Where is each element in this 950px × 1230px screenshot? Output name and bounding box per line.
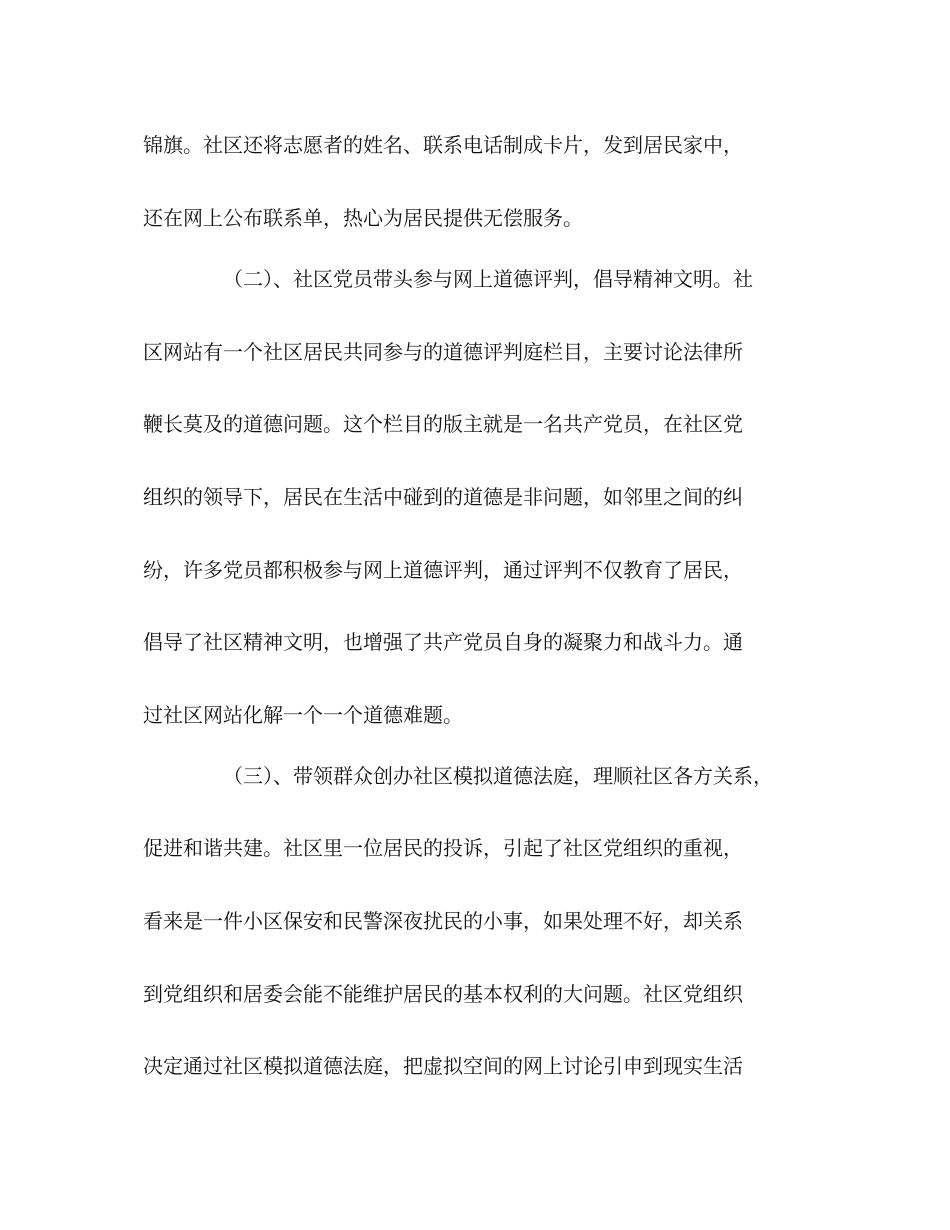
text-line: 锦旗。社区还将志愿者的姓名、联系电话制成卡片，发到居民家中， [143,133,743,157]
text-line: 还在网上公布联系单，热心为居民提供无偿服务。 [143,206,583,230]
section-heading-line: （三）、带领群众创办社区模拟道德法庭，理顺社区各方关系， [223,764,773,788]
section-heading-line: （二）、社区党员带头参与网上道德评判，倡导精神文明。社 [223,267,753,291]
text-line: 鞭长莫及的道德问题。这个栏目的版主就是一名共产党员，在社区党 [143,412,743,436]
text-line: 过社区网站化解一个一个道德难题。 [143,703,463,727]
text-line: 纷，许多党员都积极参与网上道德评判，通过评判不仅教育了居民， [143,558,743,582]
text-line: 到党组织和居委会能不能维护居民的基本权利的大问题。社区党组织 [143,982,743,1006]
text-line: 决定通过社区模拟道德法庭，把虚拟空间的网上讨论引申到现实生活 [143,1054,743,1078]
text-line: 区网站有一个社区居民共同参与的道德评判庭栏目，主要讨论法律所 [143,340,743,364]
text-line: 倡导了社区精神文明，也增强了共产党员自身的凝聚力和战斗力。通 [143,630,743,654]
text-line: 看来是一件小区保安和民警深夜扰民的小事，如果处理不好，却关系 [143,909,743,933]
text-line: 组织的领导下，居民在生活中碰到的道德是非问题，如邻里之间的纠 [143,485,743,509]
text-line: 促进和谐共建。社区里一位居民的投诉，引起了社区党组织的重视， [143,836,743,860]
